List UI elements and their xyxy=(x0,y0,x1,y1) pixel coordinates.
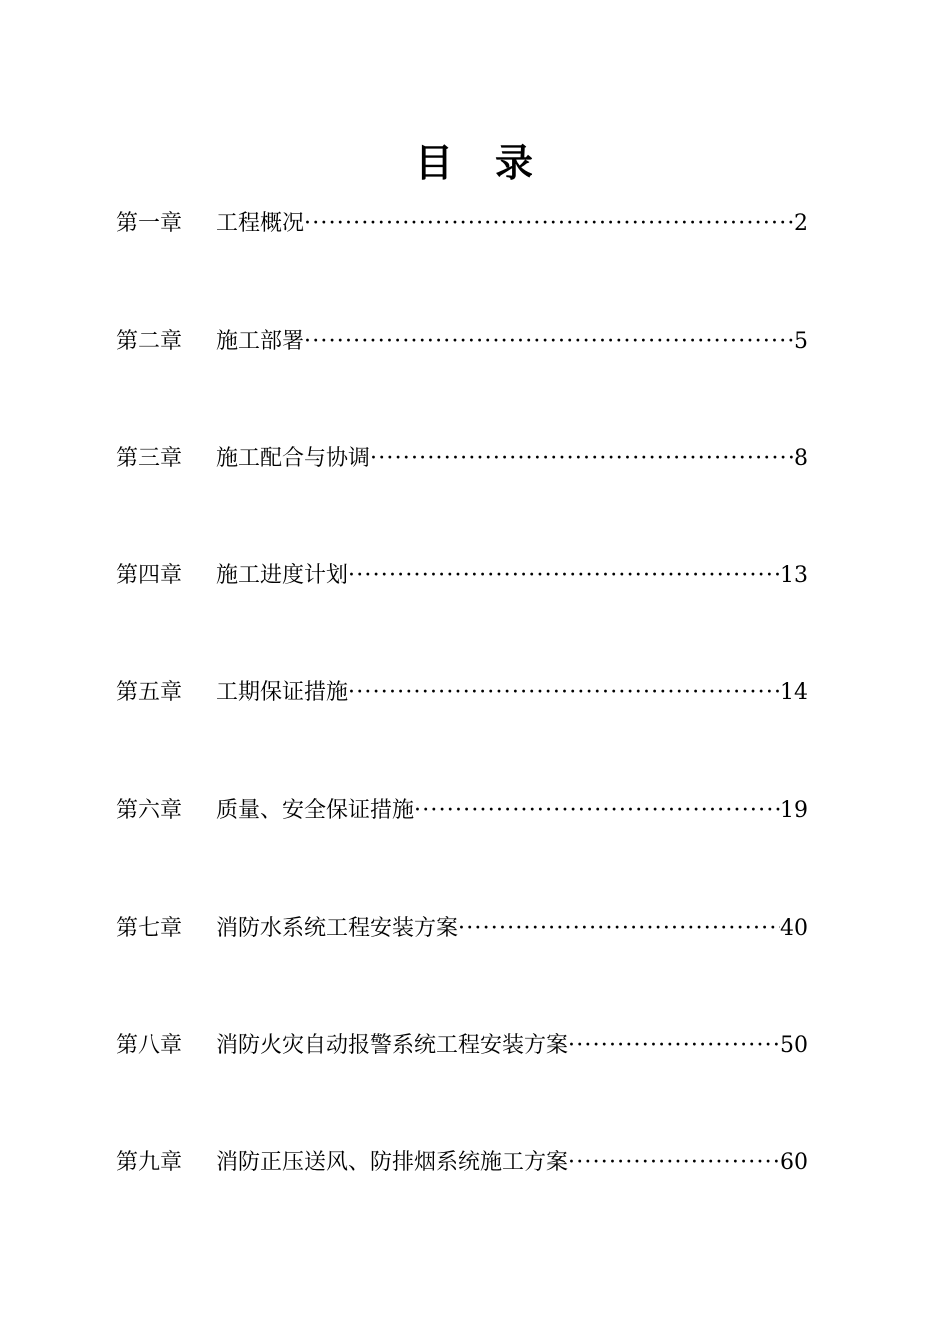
toc-chapter-number: 第六章 xyxy=(116,798,183,823)
toc-page-number: 5 xyxy=(794,329,808,354)
toc-entry-1[interactable] xyxy=(116,207,808,241)
toc-chapter-number: 第八章 xyxy=(116,1033,183,1058)
toc-entry-7[interactable] xyxy=(116,912,808,946)
toc-chapter-heading: 施工进度计划 xyxy=(216,563,349,588)
toc-dot-leader xyxy=(568,1029,780,1063)
toc-title-char-1: 目 xyxy=(414,140,455,185)
toc-dot-leader xyxy=(304,325,794,359)
toc-chapter-number: 第三章 xyxy=(116,446,183,471)
toc-entry-2[interactable] xyxy=(116,325,808,359)
toc-title-char-2: 录 xyxy=(495,140,536,185)
toc-chapter-heading: 工程概况 xyxy=(216,211,305,236)
toc-chapter-number: 第九章 xyxy=(116,1150,183,1175)
toc-page-number: 8 xyxy=(794,446,808,471)
toc-dot-leader xyxy=(348,559,780,593)
toc-chapter-number: 第一章 xyxy=(116,211,183,236)
toc-chapter-heading: 消防水系统工程安装方案 xyxy=(216,916,459,941)
toc-title xyxy=(0,138,950,188)
toc-chapter-number: 第五章 xyxy=(116,680,183,705)
toc-chapter-heading: 质量、安全保证措施 xyxy=(216,798,415,823)
toc-entry-3[interactable] xyxy=(116,442,808,476)
toc-dot-leader xyxy=(304,207,794,241)
toc-page-number: 40 xyxy=(780,916,808,941)
toc-chapter-heading: 工期保证措施 xyxy=(216,680,349,705)
toc-page-number: 19 xyxy=(780,798,808,823)
toc-chapter-number: 第四章 xyxy=(116,563,183,588)
toc-page-number: 60 xyxy=(780,1150,808,1175)
toc-dot-leader xyxy=(414,794,780,828)
toc-page-number: 50 xyxy=(780,1033,808,1058)
toc-chapter-number: 第二章 xyxy=(116,329,183,354)
toc-page-number: 2 xyxy=(794,211,808,236)
toc-chapter-heading: 消防正压送风、防排烟系统施工方案 xyxy=(216,1150,569,1175)
toc-entry-6[interactable] xyxy=(116,794,808,828)
toc-chapter-number: 第七章 xyxy=(116,916,183,941)
toc-entry-4[interactable] xyxy=(116,559,808,593)
toc-chapter-heading: 施工配合与协调 xyxy=(216,446,371,471)
toc-dot-leader xyxy=(348,676,780,710)
toc-dot-leader xyxy=(458,912,780,946)
toc-dot-leader xyxy=(370,442,794,476)
toc-entry-5[interactable] xyxy=(116,676,808,710)
toc-page-number: 14 xyxy=(780,680,808,705)
toc-entry-8[interactable] xyxy=(116,1029,808,1063)
toc-chapter-heading: 施工部署 xyxy=(216,329,305,354)
toc-entry-9[interactable] xyxy=(116,1146,808,1180)
toc-chapter-heading: 消防火灾自动报警系统工程安装方案 xyxy=(216,1033,569,1058)
toc-page-number: 13 xyxy=(780,563,808,588)
toc-dot-leader xyxy=(568,1146,780,1180)
